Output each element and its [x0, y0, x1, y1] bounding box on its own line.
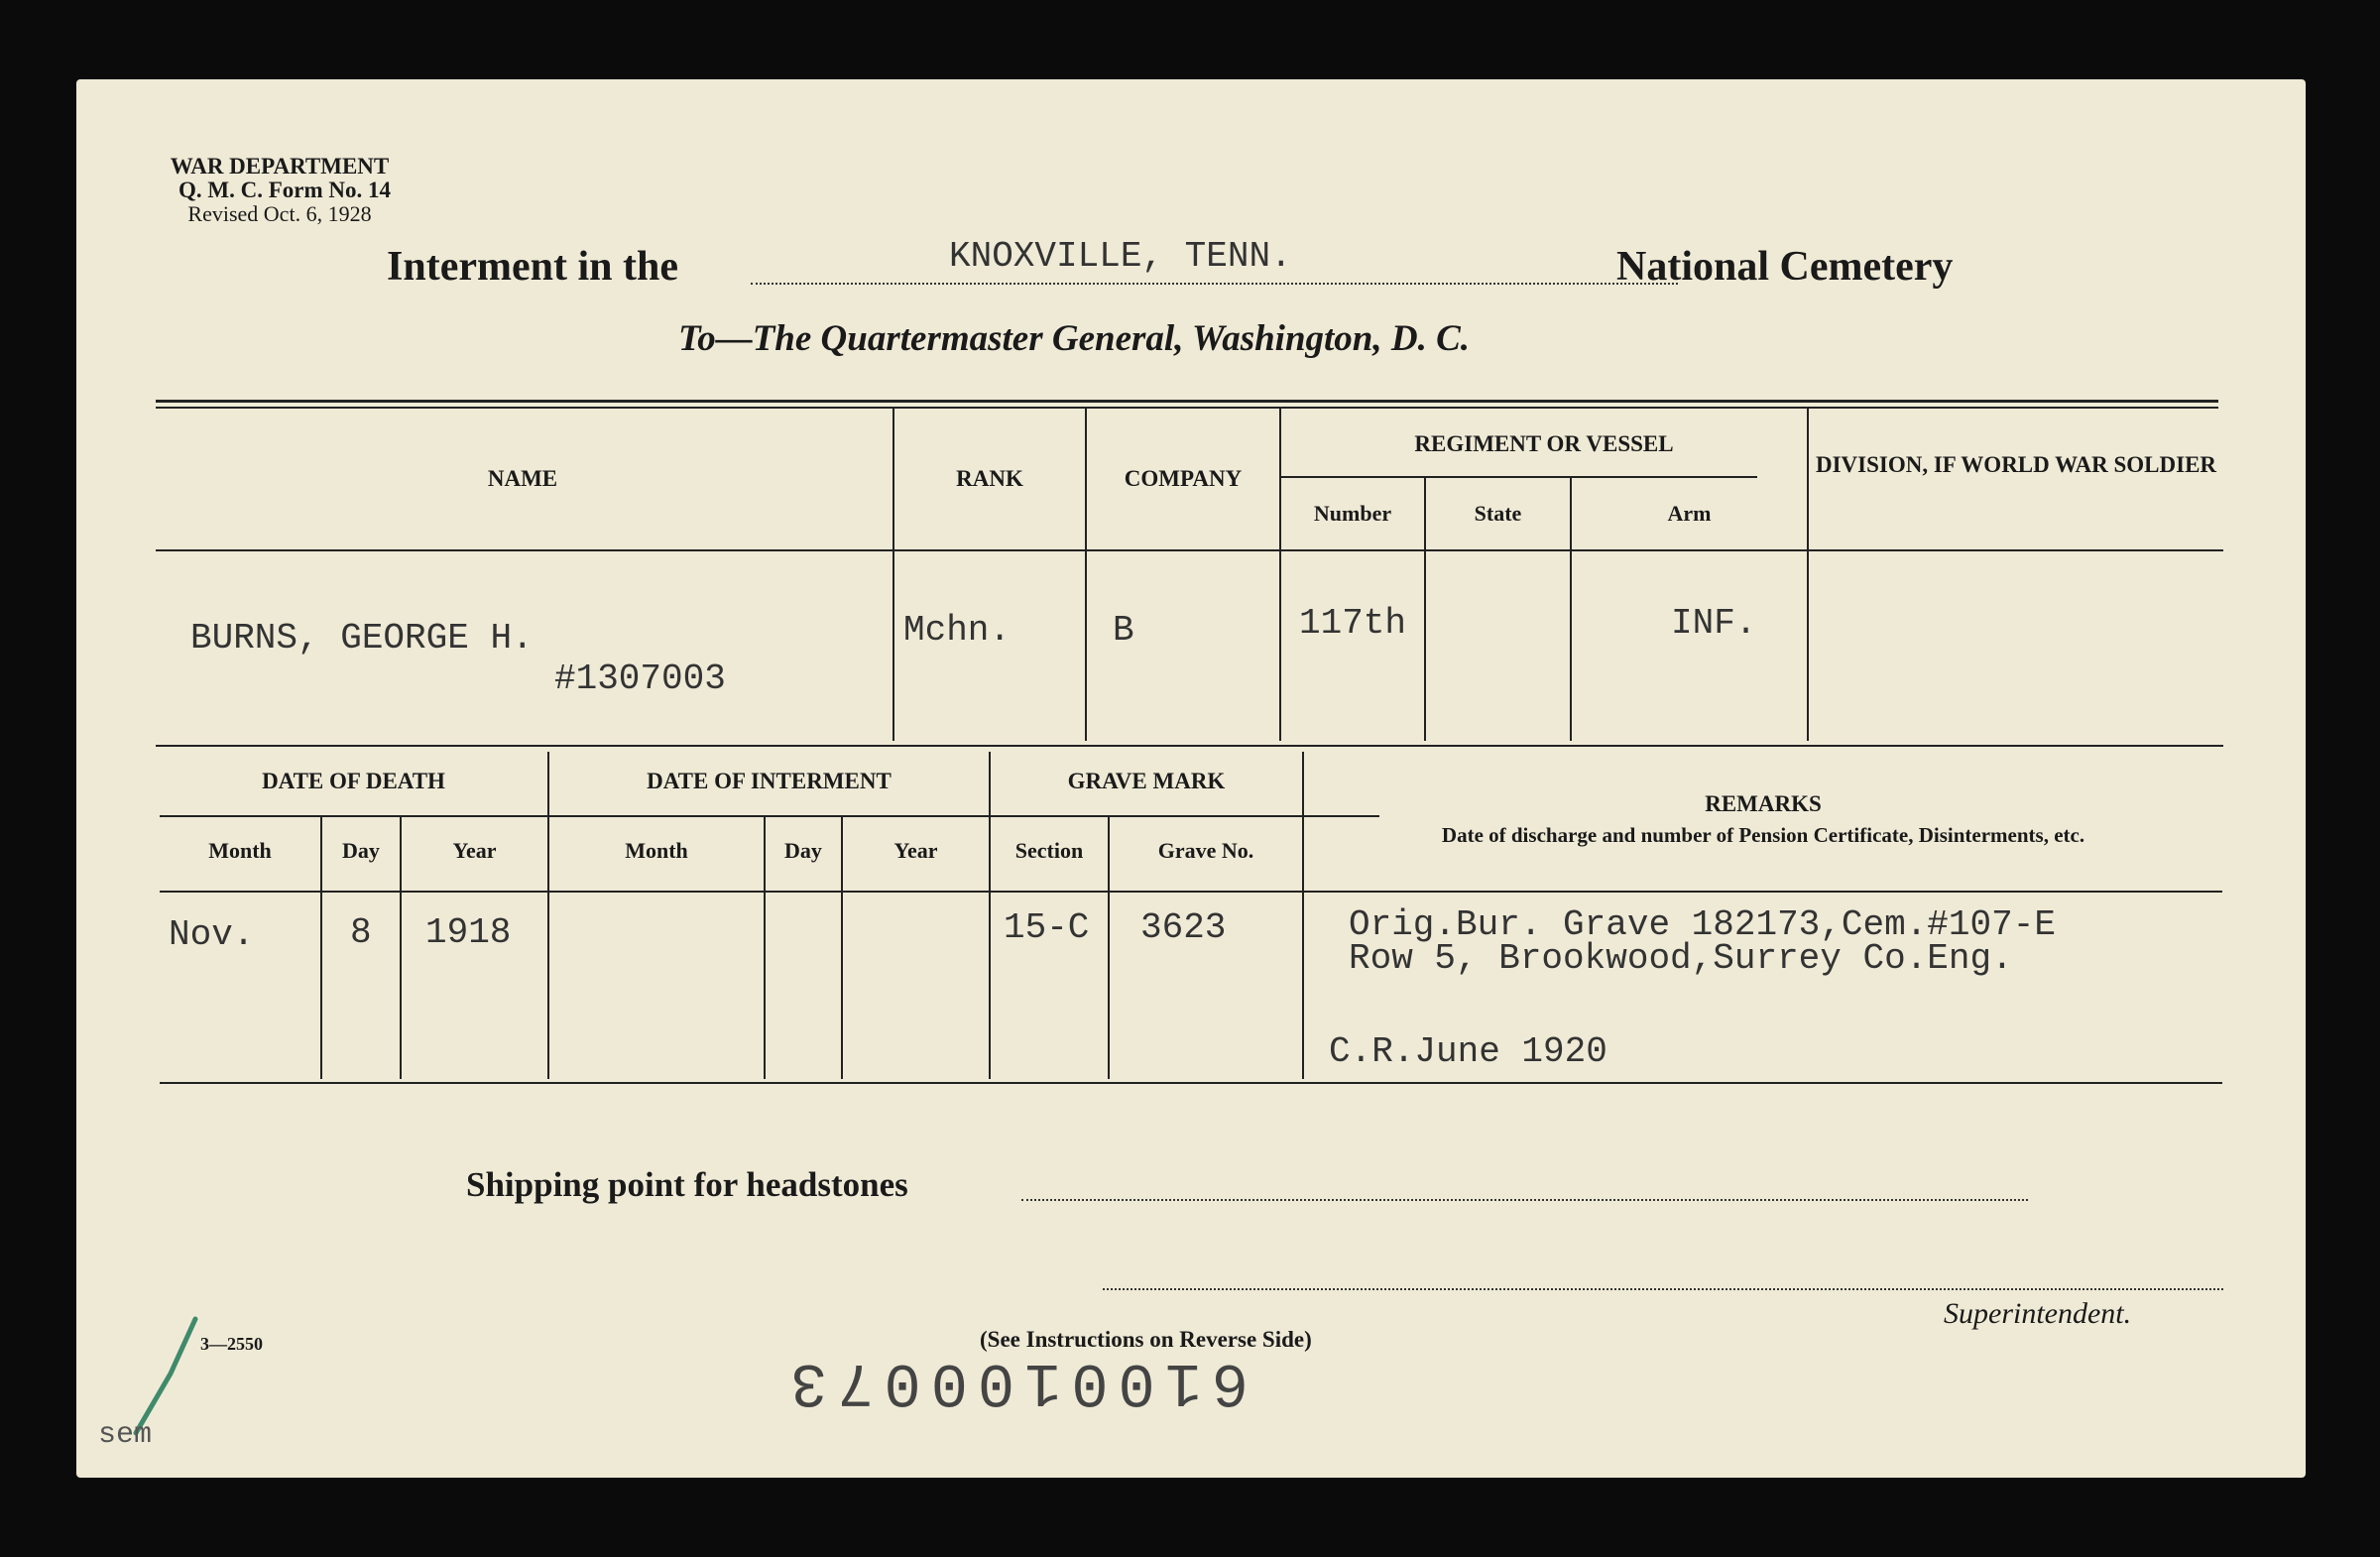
- col-divider: [892, 409, 894, 741]
- interment-label: Interment in the: [387, 244, 678, 290]
- form-code: 3—2550: [200, 1334, 263, 1354]
- remarks-line-1: Orig.Bur. Grave 182173,Cem.#107-E: [1349, 904, 2056, 945]
- cemetery-dotted-line: [751, 283, 1678, 285]
- serial-number: 6100100073: [780, 1347, 1250, 1417]
- table2-bottom-rule: [160, 1082, 2222, 1084]
- grave-no-value: 3623: [1140, 907, 1227, 948]
- interment-day-header: Day: [784, 838, 822, 863]
- soldier-name: BURNS, GEORGE H.: [190, 618, 534, 659]
- form-number: Q. M. C. Form No. 14: [178, 178, 391, 202]
- table2-header-rule: [160, 891, 2222, 893]
- date-of-death-header: DATE OF DEATH: [262, 769, 445, 793]
- division-header: DIVISION, IF WORLD WAR SOLDIER: [1815, 452, 2217, 477]
- remarks-line-3: C.R.June 1920: [1329, 1031, 1607, 1072]
- company-header: COMPANY: [1124, 466, 1243, 491]
- remarks-subheader: Date of discharge and number of Pension Certificate, Disinterments, etc.: [1441, 823, 2085, 847]
- section-header: Section: [1014, 838, 1084, 863]
- col-divider: [1279, 409, 1281, 741]
- company-value: B: [1113, 610, 1134, 651]
- interment-card: [76, 79, 2306, 1478]
- table1-header-rule: [156, 549, 2223, 551]
- revised-date: Revised Oct. 6, 1928: [187, 201, 372, 226]
- cemetery-name: KNOXVILLE, TENN.: [949, 236, 1292, 277]
- remarks-line-2: Row 5, Brookwood,Surrey Co.Eng.: [1349, 938, 2013, 979]
- superintendent-label: Superintendent.: [1944, 1297, 2132, 1330]
- grave-mark-header: GRAVE MARK: [1067, 769, 1226, 793]
- service-number: #1307003: [554, 659, 726, 699]
- arm-value: INF.: [1671, 603, 1757, 644]
- regiment-number-value: 117th: [1299, 603, 1407, 644]
- number-header: Number: [1313, 501, 1392, 526]
- death-year-value: 1918: [425, 912, 512, 953]
- national-cemetery-label: National Cemetery: [1616, 244, 1954, 290]
- regiment-subheader-rule: [1281, 476, 1757, 478]
- death-day-value: 8: [350, 912, 372, 953]
- grave-no-header: Grave No.: [1157, 838, 1254, 863]
- clerk-initials: sem: [98, 1418, 153, 1452]
- rank-value: Mchn.: [903, 610, 1012, 651]
- section-value: 15-C: [1004, 907, 1090, 948]
- superintendent-line: [1103, 1288, 2223, 1290]
- remarks-header: REMARKS: [1705, 791, 1822, 816]
- name-header: NAME: [487, 466, 558, 491]
- department-label: WAR DEPARTMENT: [170, 154, 390, 179]
- arm-header: Arm: [1667, 501, 1712, 526]
- death-month-header: Month: [208, 838, 272, 863]
- interment-month-header: Month: [625, 838, 688, 863]
- date-of-interment-header: DATE OF INTERMENT: [647, 769, 892, 793]
- table1-top-rule-2: [156, 407, 2218, 409]
- regiment-header: REGIMENT OR VESSEL: [1414, 431, 1674, 456]
- shipping-point-line: [1021, 1199, 2028, 1201]
- reverse-side-instructions: (See Instructions on Reverse Side): [980, 1327, 1312, 1352]
- table1-top-rule: [156, 400, 2218, 403]
- col-divider: [989, 752, 991, 1079]
- col-divider: [1085, 409, 1087, 741]
- state-header: State: [1474, 501, 1522, 526]
- addressee-line: To—The Quartermaster General, Washington, D. C.: [678, 318, 1471, 359]
- death-day-header: Day: [342, 838, 380, 863]
- table2-top-rule: [156, 745, 2223, 747]
- interment-year-header: Year: [893, 838, 938, 863]
- shipping-point-label: Shipping point for headstones: [466, 1165, 908, 1204]
- rank-header: RANK: [956, 466, 1023, 491]
- col-divider: [547, 752, 549, 1079]
- death-month-value: Nov.: [169, 914, 255, 955]
- death-year-header: Year: [452, 838, 497, 863]
- table2-subheader-rule: [160, 815, 1379, 817]
